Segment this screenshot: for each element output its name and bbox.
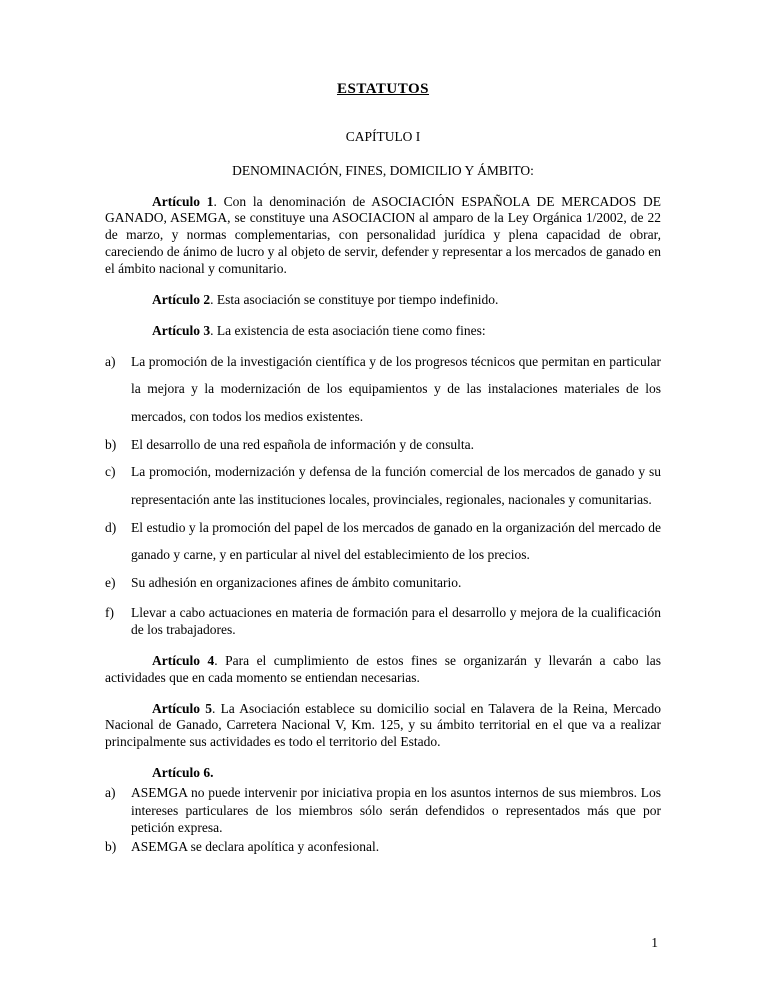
fines-list-item-d xyxy=(105,514,661,569)
article-4-label: Artículo 4 xyxy=(152,652,215,668)
article-5-paragraph xyxy=(105,701,661,752)
article-1-body: . Con la denominación de ASOCIACIÓN ESPAÑOLA DE MERCADOS DE GANADO, ASEMGA, se constituye una ASOCIACION al amparo de la Ley Orgánica 1/2002, de 22 de marzo, y normas complementarias, con personalidad jurídica y plena capacidad de obrar, careciendo de ánimo de lucro y al objeto de servir, defender y representar a los mercados de ganado en el ámbito nacional y comunitario. xyxy=(105,193,661,276)
list-marker-b: b) xyxy=(105,436,117,452)
article-4-body: . Para el cumplimiento de estos fines se organizarán y llevarán a cabo las actividades que en cada momento se entiendan necesarias. xyxy=(105,652,662,685)
fines-list-item-f xyxy=(105,604,661,639)
fines-list-text-d: El estudio y la promoción del papel de los mercados de ganado en la organización del mercado de ganado y carne, y en particular al nivel del establecimiento de los precios. xyxy=(131,519,661,563)
article-6-marker-a: a) xyxy=(105,785,116,801)
article-1-label: Artículo 1 xyxy=(152,193,214,209)
article-2-paragraph xyxy=(105,292,661,309)
fines-list-text-f: Llevar a cabo actuaciones en materia de formación para el desarrollo y mejora de la cualificación de los trabajadores. xyxy=(131,604,661,638)
article-6-label: Artículo 6 xyxy=(152,765,211,781)
article-5-label: Artículo 5 xyxy=(152,700,212,716)
page-number: 1 xyxy=(651,935,658,951)
article-6-text-a: ASEMGA no puede intervenir por iniciativa propia en los asuntos internos de sus miembros. Los intereses particulares de los miembros sólo serán defendidos o representados más que por petición expresa. xyxy=(131,785,661,836)
article-6-dot: . xyxy=(210,765,214,781)
fines-list-item-a xyxy=(105,348,661,431)
article-4-paragraph xyxy=(105,653,661,687)
article-6-heading xyxy=(105,765,661,782)
fines-list-text-e: Su adhesión en organizaciones afines de ámbito comunitario. xyxy=(131,575,462,590)
article-6-marker-b: b) xyxy=(105,838,117,854)
fines-list-item-c xyxy=(105,458,661,513)
article-3-paragraph xyxy=(105,323,661,340)
list-marker-f: f) xyxy=(105,604,114,620)
fines-list-text-a: La promoción de la investigación científica y de los progresos técnicos que permitan en particular la mejora y la modernización de los equipamientos y de las instalaciones materiales de los mercados, con todos los medios existentes. xyxy=(131,353,661,424)
article-2-body: . Esta asociación se constituye por tiempo indefinido. xyxy=(210,291,499,307)
article-2-label: Artículo 2 xyxy=(152,291,211,307)
fines-list xyxy=(105,348,661,639)
list-marker-c: c) xyxy=(105,464,116,480)
article-3-label: Artículo 3 xyxy=(152,322,211,338)
fines-list-text-c: La promoción, modernización y defensa de la función comercial de los mercados de ganado y su representación ante las instituciones locales, provinciales, regionales, nacionales y comunitarias. xyxy=(131,464,661,507)
article-6-list xyxy=(105,784,661,855)
list-marker-e: e) xyxy=(105,575,116,590)
fines-list-item-b xyxy=(105,431,661,459)
fines-list-item-e xyxy=(105,569,661,597)
article-6-item-b xyxy=(105,838,661,856)
article-5-body: . La Asociación establece su domicilio social en Talavera de la Reina, Mercado Nacional de Ganado, Carretera Nacional V, Km. 125, y su ámbito territorial en el que va a realizar principalmente sus actividades es todo el territorio del Estado. xyxy=(105,700,661,750)
document-title: ESTATUTOS xyxy=(336,81,430,97)
section-heading: DENOMINACIÓN, FINES, DOMICILIO Y ÁMBITO: xyxy=(232,162,534,178)
article-6-text-b: ASEMGA se declara apolítica y aconfesional. xyxy=(131,838,380,854)
list-marker-a: a) xyxy=(105,353,116,369)
list-marker-d: d) xyxy=(105,519,117,535)
article-1-paragraph xyxy=(105,194,661,278)
article-6-item-a xyxy=(105,784,661,837)
article-3-body: . La existencia de esta asociación tiene como fines: xyxy=(210,322,486,338)
fines-list-text-b: El desarrollo de una red española de información y de consulta. xyxy=(131,436,475,452)
chapter-heading: CAPÍTULO I xyxy=(345,128,421,144)
